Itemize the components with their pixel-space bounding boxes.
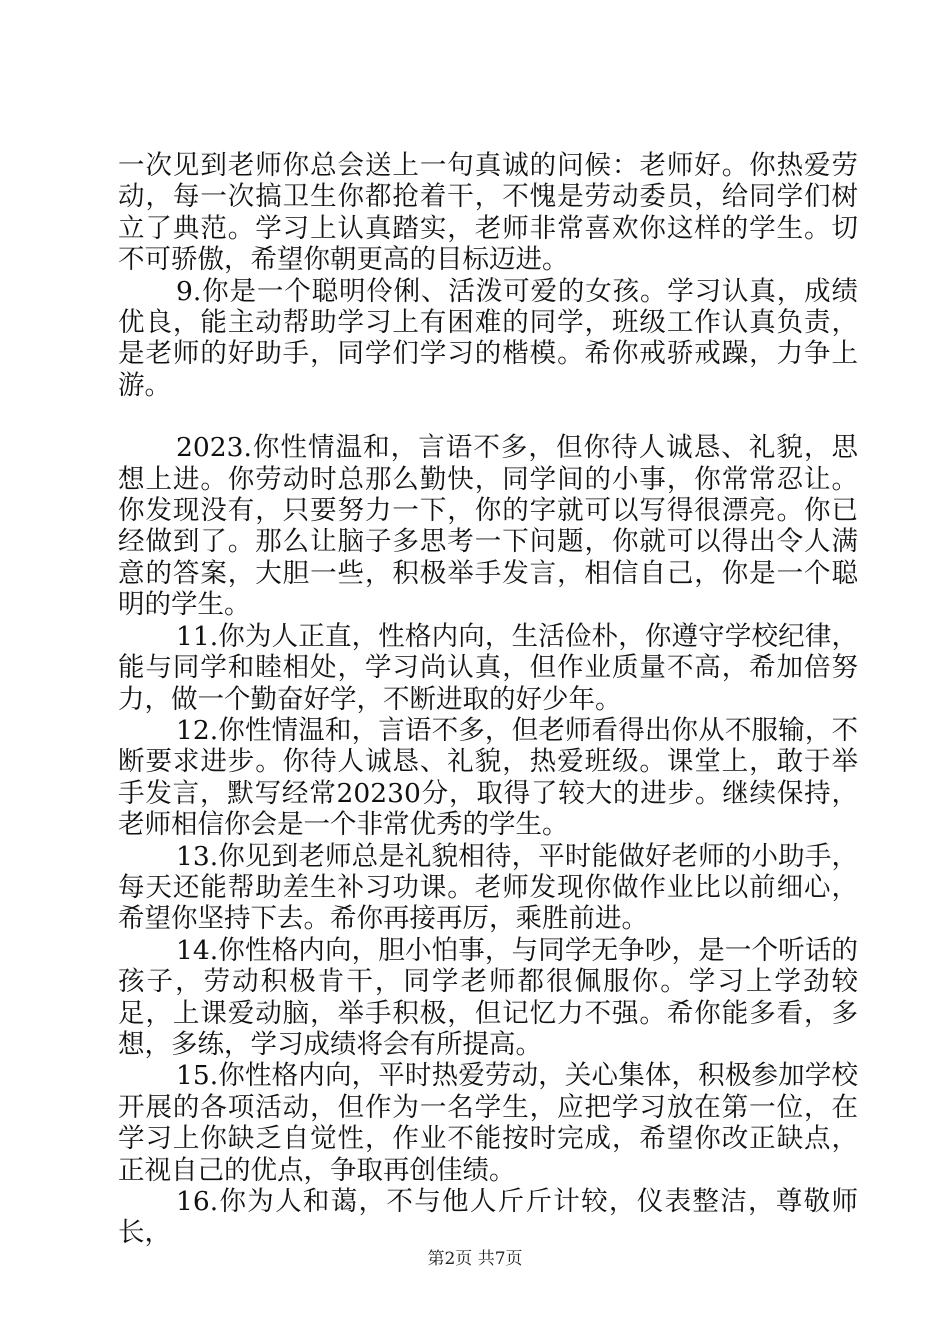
paragraph-item-12: 12.你性情温和，言语不多，但老师看得出你从不服输，不断要求进步。你待人诚恳、礼貌，热爱班级。课堂上，敢于举手发言，默写经常20230分，取得了较大的进步。继续保持，老师相信你会是一个非常优秀的学生。: [118, 714, 858, 841]
paragraph-item-13: 13.你见到老师总是礼貌相待，平时能做好老师的小助手，每天还能帮助差生补习功课。老师发现你做作业比以前细心，希望你坚持下去。希你再接再厉，乘胜前进。: [118, 840, 858, 935]
paragraph-gap: [118, 401, 858, 432]
paragraph-item-16: 16.你为人和蔼，不与他人斤斤计较，仪表整洁，尊敬师长，: [118, 1186, 858, 1249]
paragraph-item-15: 15.你性格内向，平时热爱劳动，关心集体，积极参加学校开展的各项活动，但作为一名学生，应把学习放在第一位，在学习上你缺乏自觉性，作业不能按时完成，希望你改正缺点，正视自己的优点，争取再创佳绩。: [118, 1060, 858, 1186]
paragraph-continuation: 一次见到老师你总会送上一句真诚的问候：老师好。你热爱劳动，每一次搞卫生你都抢着干，不愧是劳动委员，给同学们树立了典范。学习上认真踏实，老师非常喜欢你这样的学生。切不可骄傲，希望你朝更高的目标迈进。: [118, 150, 858, 276]
paragraph-item-2023: 2023.你性情温和，言语不多，但你待人诚恳、礼貌，思想上进。你劳动时总那么勤快，同学间的小事，你常常忍让。你发现没有，只要努力一下，你的字就可以写得很漂亮。你已经做到了。那么让脑子多思考一下问题，你就可以得出令人满意的答案，大胆一些，积极举手发言，相信自己，你是一个聪明的学生。: [118, 432, 858, 621]
document-body: [118, 150, 858, 1249]
page-number-footer: 第2页 共7页: [427, 1249, 523, 1269]
paragraph-item-9: 9.你是一个聪明伶俐、活泼可爱的女孩。学习认真，成绩优良，能主动帮助学习上有困难的同学，班级工作认真负责，是老师的好助手，同学们学习的楷模。希你戒骄戒躁，力争上游。: [118, 275, 858, 401]
paragraph-item-11: 11.你为人正直，性格内向，生活俭朴，你遵守学校纪律，能与同学和睦相处，学习尚认真，但作业质量不高，希加倍努力，做一个勤奋好学，不断进取的好少年。: [118, 620, 858, 715]
paragraph-item-14: 14.你性格内向，胆小怕事，与同学无争吵，是一个听话的孩子，劳动积极肯干，同学老师都很佩服你。学习上学劲较足，上课爱动脑，举手积极，但记忆力不强。希你能多看，多想，多练，学习成绩将会有所提高。: [118, 934, 858, 1060]
